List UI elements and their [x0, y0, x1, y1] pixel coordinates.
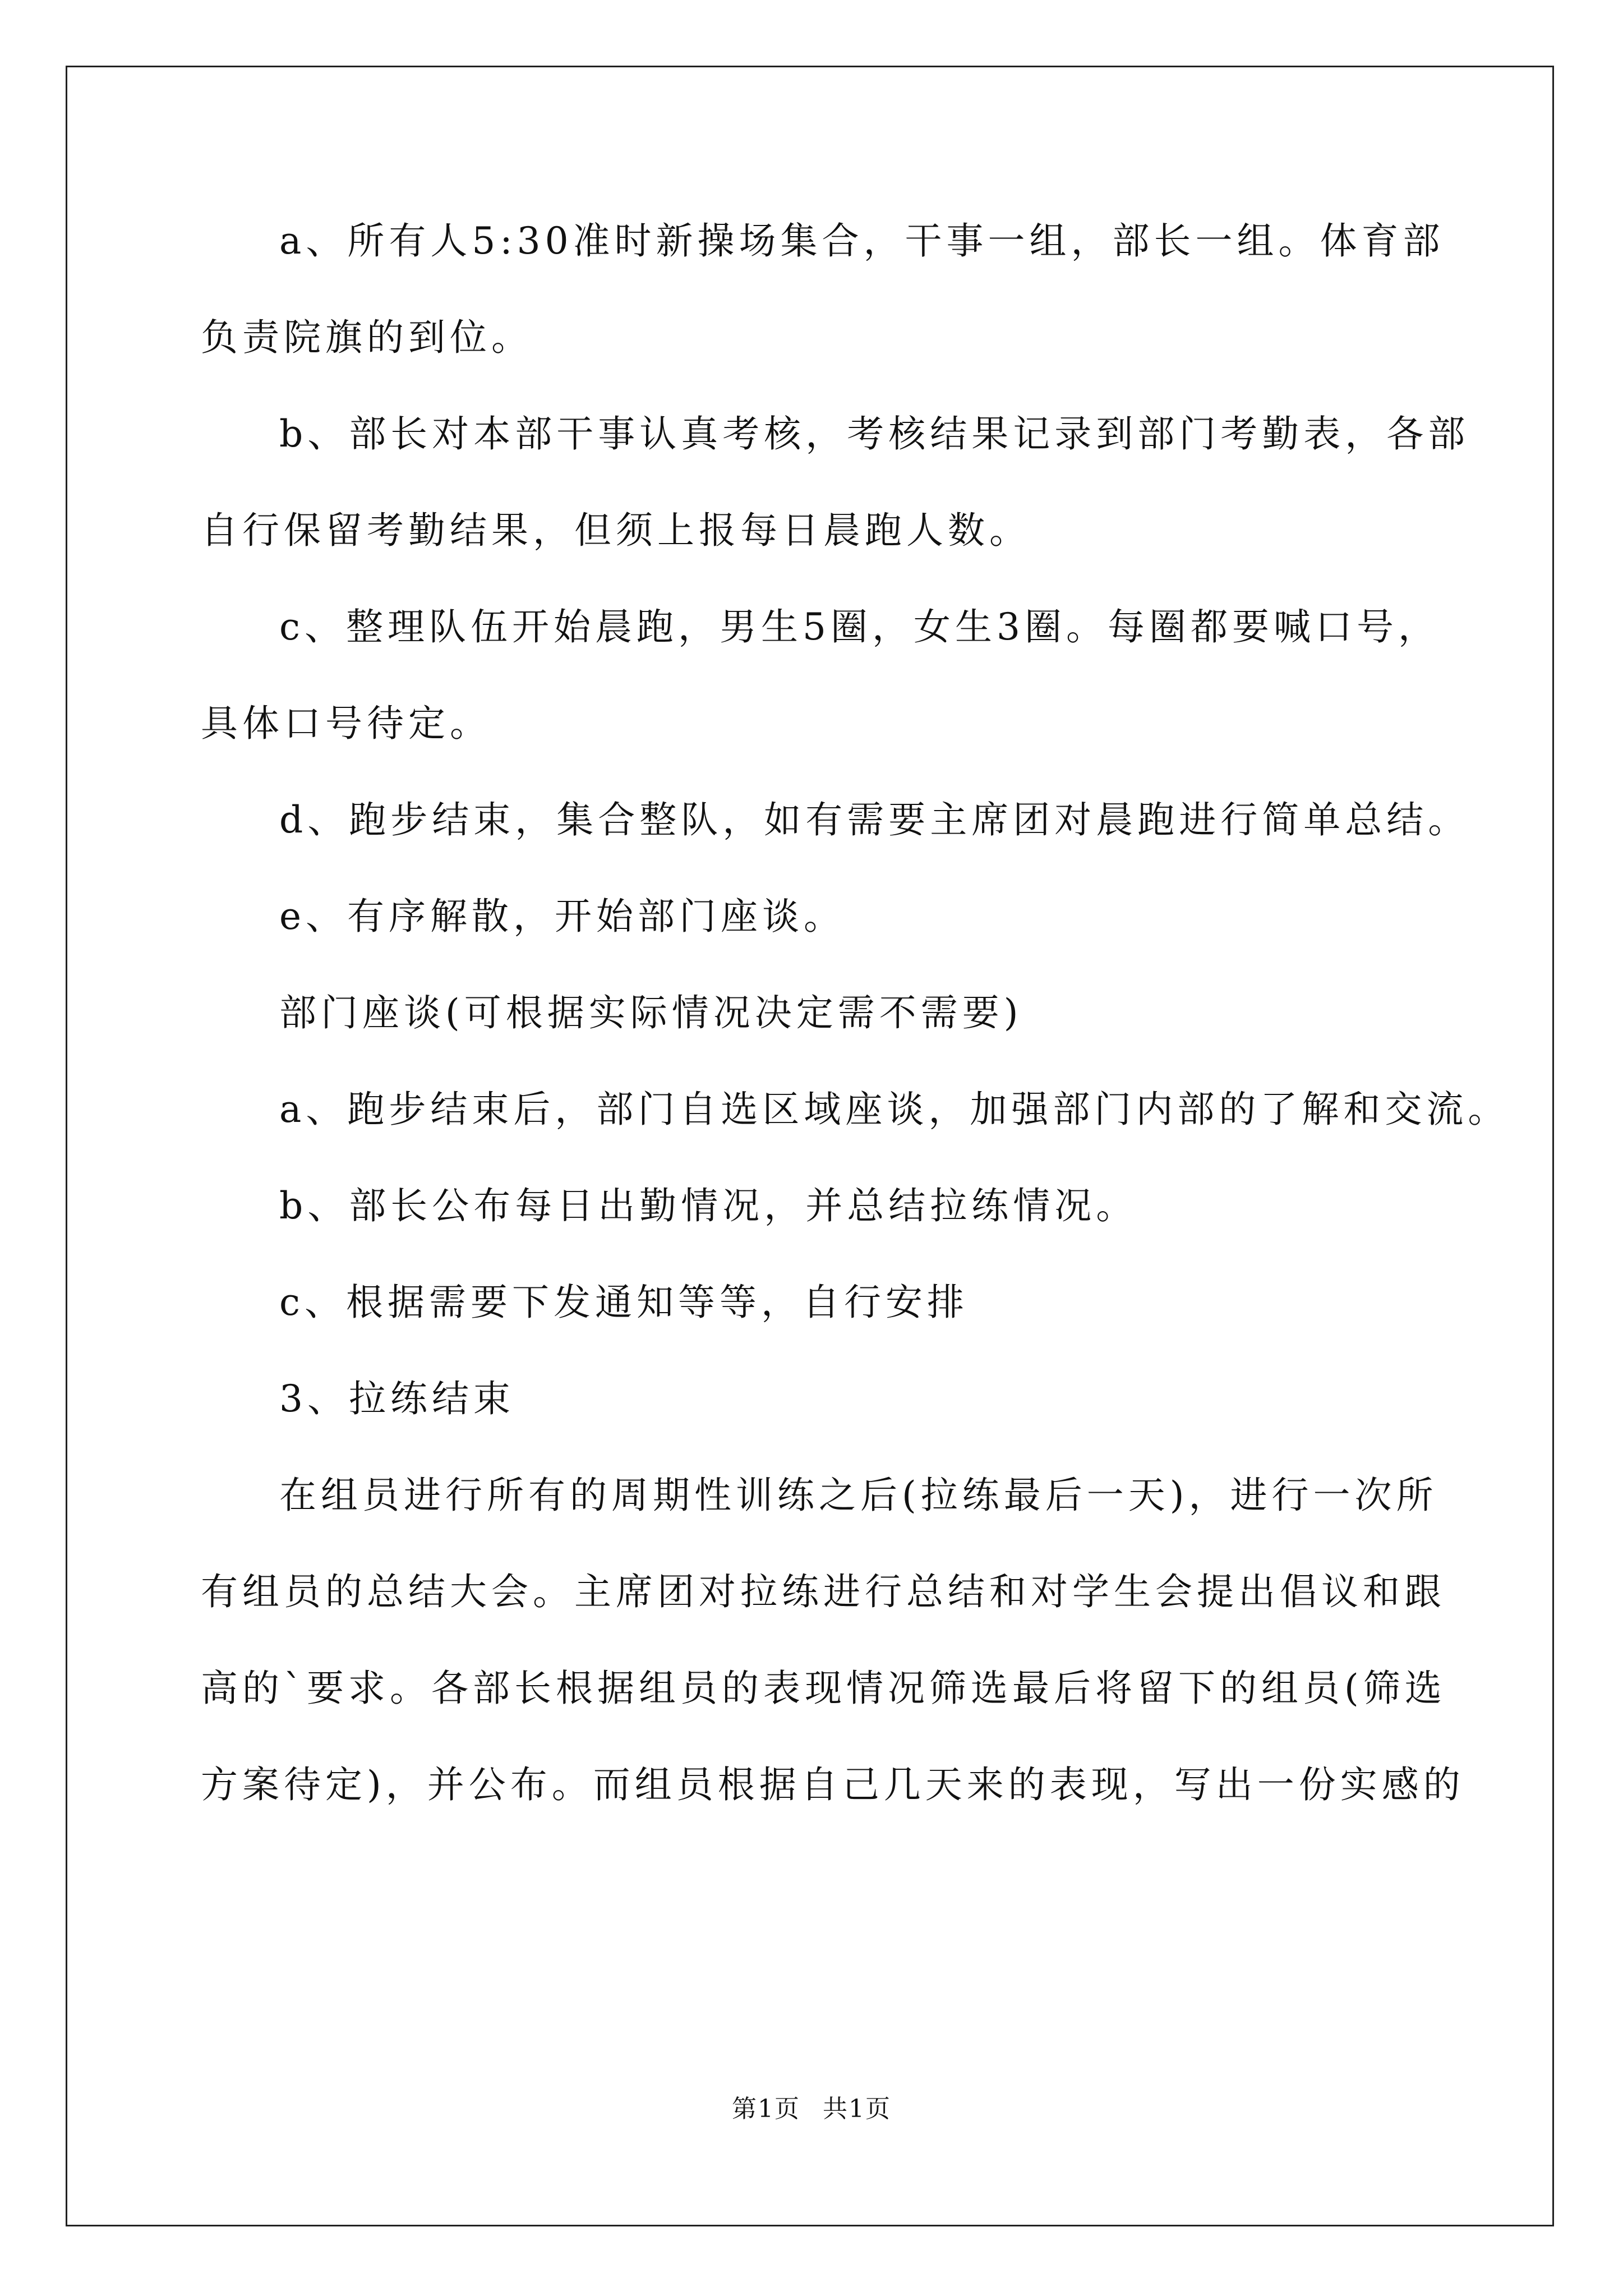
page-number-total: 共1页 — [823, 2095, 891, 2123]
paragraph-line: b、部长对本部干事认真考核，考核结果记录到部门考勤表，各部 — [279, 412, 1470, 455]
page-number-current: 第1页 — [732, 2095, 800, 2123]
paragraph-line: a、所有人5:30准时新操场集合，干事一组，部长一组。体育部 — [279, 219, 1445, 263]
paragraph-line: 负责院旗的到位。 — [201, 316, 533, 359]
paragraph-line: 具体口号待定。 — [201, 702, 491, 745]
section-heading: 部门座谈(可根据实际情况决定需不需要) — [279, 991, 1023, 1034]
paragraph-line: d、跑步结束，集合整队，如有需要主席团对晨跑进行简单总结。 — [279, 798, 1470, 841]
paragraph-line: 方案待定)，并公布。而组员根据自己几天来的表现，写出一份实感的 — [201, 1763, 1465, 1806]
paragraph-line: c、根据需要下发通知等等，自行安排 — [279, 1281, 969, 1324]
paragraph-line: 有组员的总结大会。主席团对拉练进行总结和对学生会提出倡议和跟 — [201, 1570, 1446, 1613]
document-body — [201, 219, 1510, 1807]
paragraph-line: c、整理队伍开始晨跑，男生5圈，女生3圈。每圈都要喊口号， — [279, 605, 1440, 648]
paragraph-line: b、部长公布每日出勤情况，并总结拉练情况。 — [279, 1184, 1138, 1227]
page-footer — [0, 2092, 1623, 2126]
section-heading: 3、拉练结束 — [279, 1377, 515, 1420]
paragraph-line: 在组员进行所有的周期性训练之后(拉练最后一天)，进行一次所 — [279, 1474, 1438, 1517]
paragraph-line: 自行保留考勤结果，但须上报每日晨跑人数。 — [201, 509, 1031, 552]
paragraph-line: 高的`要求。各部长根据组员的表现情况筛选最后将留下的组员(筛选 — [201, 1667, 1446, 1710]
paragraph-line: e、有序解散，开始部门座谈。 — [279, 895, 846, 938]
paragraph-line: a、跑步结束后，部门自选区域座谈，加强部门内部的了解和交流。 — [279, 1088, 1510, 1131]
